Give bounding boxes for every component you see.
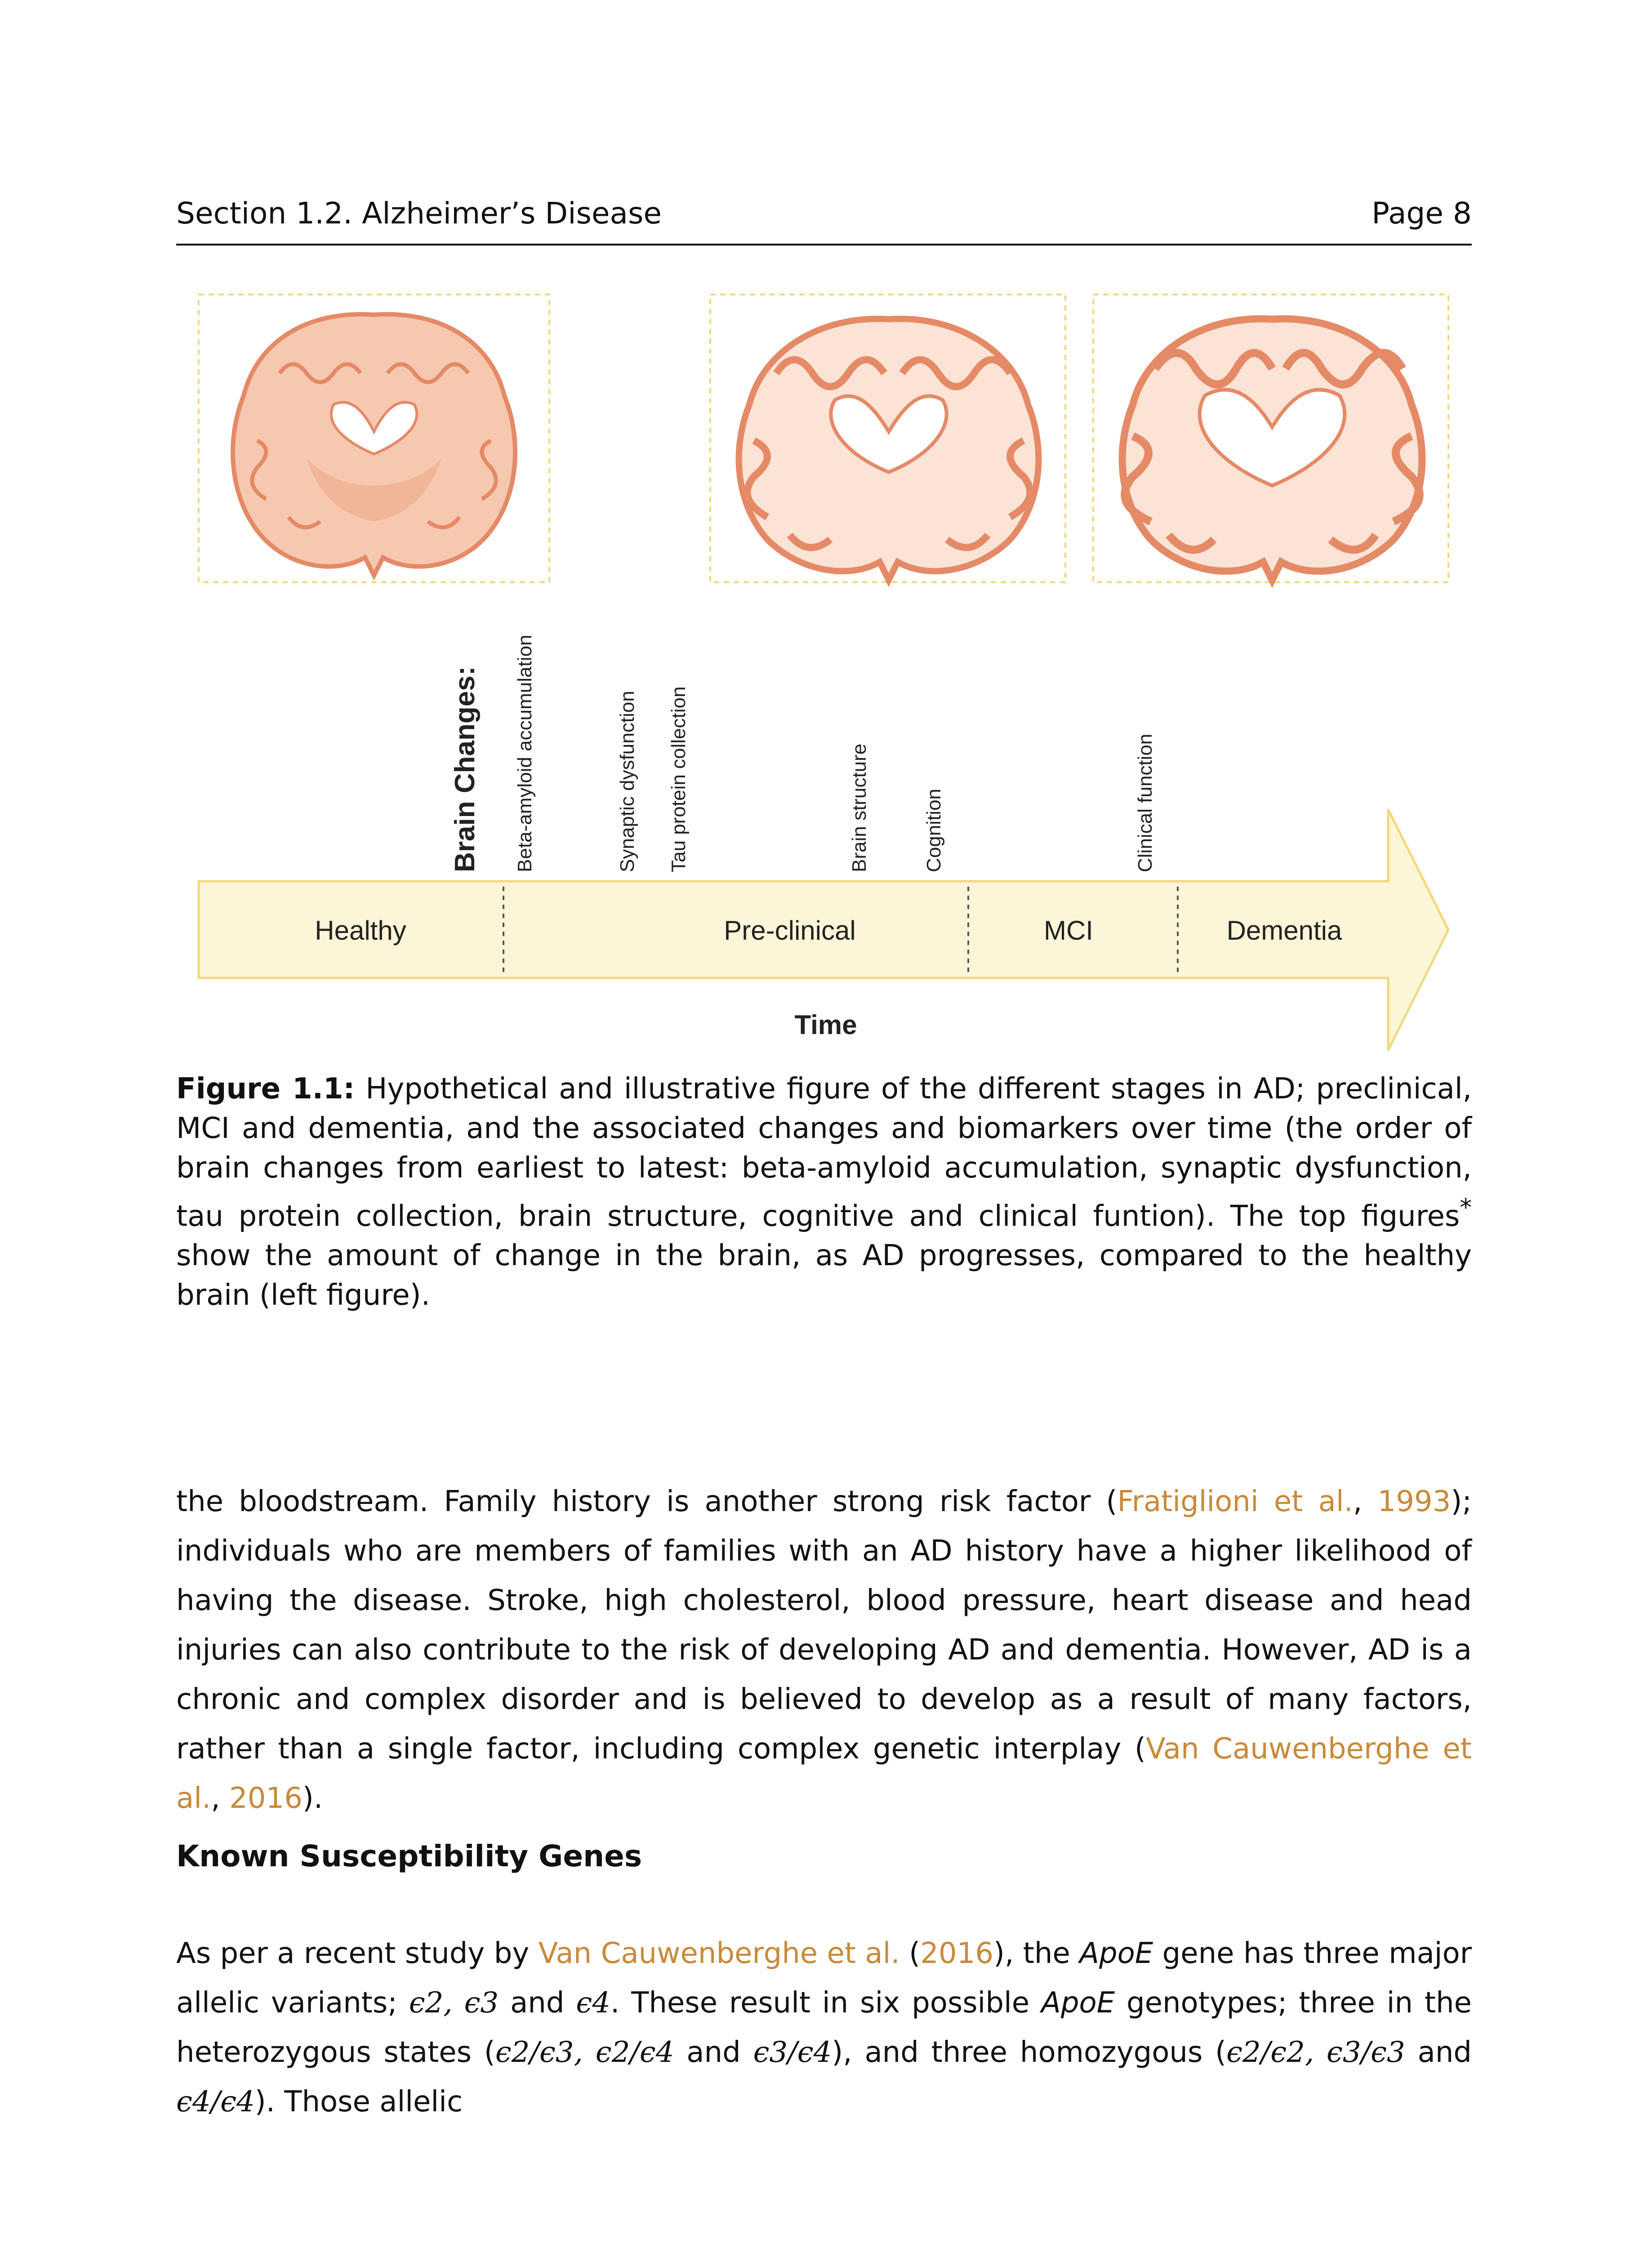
p2-text-9: and <box>1405 2036 1472 2069</box>
page-number: Page 8 <box>1371 196 1472 231</box>
homozygous-e4e4: ϵ4/ϵ4 <box>176 2085 255 2119</box>
allele-list: ϵ2, ϵ3 <box>409 1986 499 2020</box>
stage-mci: MCI <box>1044 915 1093 946</box>
caption-text-end: show the amount of change in the brain, as AD progresses, compared to the healthy brain (left figure). <box>176 1239 1472 1312</box>
subsection-heading: Known Susceptibility Genes <box>176 1839 642 1873</box>
gene-name: ApoE <box>1079 1937 1153 1970</box>
citation-sep: , <box>211 1782 230 1815</box>
stage-dementia: Dementia <box>1226 915 1342 946</box>
caption-text: Hypothetical and illustrative figure of the different stages in AD; preclinical, MCI and dementia, and the associated changes and biomarkers over time (the order of brain changes from earliest to latest: beta-amyloid accumulation, synaptic dysfunction, tau protein collection, brain structure, cognitive and clinical funtion). The top figures <box>176 1072 1472 1233</box>
figure-ad-stages <box>176 279 1472 1061</box>
change-label-cognition: Cognition <box>923 789 945 872</box>
change-label-beta-amyloid: Beta-amyloid accumulation <box>514 634 536 872</box>
stage-preclinical: Pre-clinical <box>724 915 856 946</box>
figure-caption <box>176 1069 1472 1315</box>
mci-brain-image <box>710 294 1065 582</box>
p2-text-10: ). Those allelic <box>254 2085 463 2119</box>
section-title: Section 1.2. Alzheimer’s Disease <box>176 196 662 231</box>
p1-text-3: ). <box>302 1782 323 1815</box>
heterozygous-e3e4: ϵ3/ϵ4 <box>753 2036 832 2069</box>
caption-footnote-mark: * <box>1460 1193 1472 1222</box>
p2-text-8: ), and three homozygous ( <box>832 2036 1227 2069</box>
p2-text-2: ), the <box>993 1937 1080 1970</box>
figure-graphic <box>176 279 1472 1061</box>
p2-text-7: and <box>674 2036 753 2069</box>
citation-van-cauwenberghe-2[interactable]: Van Cauwenberghe et al. <box>538 1937 900 1970</box>
citation-van-cauwenberghe[interactable]: Van Cauwenberghe et al. <box>176 1732 1472 1815</box>
p1-text-2: ); individuals who are members of families with an AD history have a higher likelihood of having the disease. Stroke, high cholesterol, blood pressure, heart disease and head injuries can also contribute to the risk of developing AD and dementia. However, AD is a chronic and complex disorder and is believed to develop as a result of many factors, rather than a single factor, including complex genetic interplay ( <box>176 1485 1472 1766</box>
allele-e4: ϵ4 <box>576 1986 610 2020</box>
change-label-brain-structure: Brain structure <box>848 743 870 872</box>
p2-text-1: As per a recent study by <box>176 1937 539 1970</box>
running-header <box>176 194 1472 245</box>
citation-author: Fratiglioni et al. <box>1117 1485 1353 1518</box>
dementia-brain-image <box>1093 294 1448 582</box>
p2-text-4: and <box>499 1986 576 2020</box>
p2-text-3: gene has three major allelic variants; <box>176 1937 1472 2020</box>
citation-fratiglioni[interactable] <box>1117 1485 1353 1518</box>
change-label-synaptic: Synaptic dysfunction <box>616 691 638 872</box>
paragraph-risk-factors <box>176 1477 1472 1823</box>
brain-changes-title: Brain Changes: <box>450 666 481 872</box>
change-label-tau: Tau protein collection <box>668 686 690 872</box>
p2-text-5: . These result in six possible <box>610 1986 1042 2020</box>
p2-text-6: genotypes; three in the heterozygous states ( <box>176 1986 1472 2069</box>
change-label-clinical-function: Clinical function <box>1134 733 1156 872</box>
caption-label: Figure 1.1: <box>176 1072 355 1106</box>
p1-text-1: the bloodstream. Family history is another strong risk factor ( <box>176 1485 1118 1518</box>
stage-healthy: Healthy <box>315 915 406 946</box>
healthy-brain-image <box>199 294 549 582</box>
p2-cite-open: ( <box>899 1937 921 1970</box>
gene-name: ApoE <box>1041 1986 1115 2020</box>
citation-van-cauwenberghe-2-year[interactable]: 2016 <box>920 1937 994 1970</box>
citation-sep: , <box>1353 1485 1378 1518</box>
time-axis-label: Time <box>794 1010 857 1040</box>
heterozygous-list: ϵ2/ϵ3, ϵ2/ϵ4 <box>495 2036 674 2069</box>
homozygous-list: ϵ2/ϵ2, ϵ3/ϵ3 <box>1226 2036 1405 2069</box>
citation-fratiglioni-year[interactable]: 1993 <box>1377 1485 1451 1518</box>
paragraph-apoe <box>176 1929 1472 2127</box>
citation-van-cauwenberghe-year[interactable]: 2016 <box>229 1782 303 1815</box>
